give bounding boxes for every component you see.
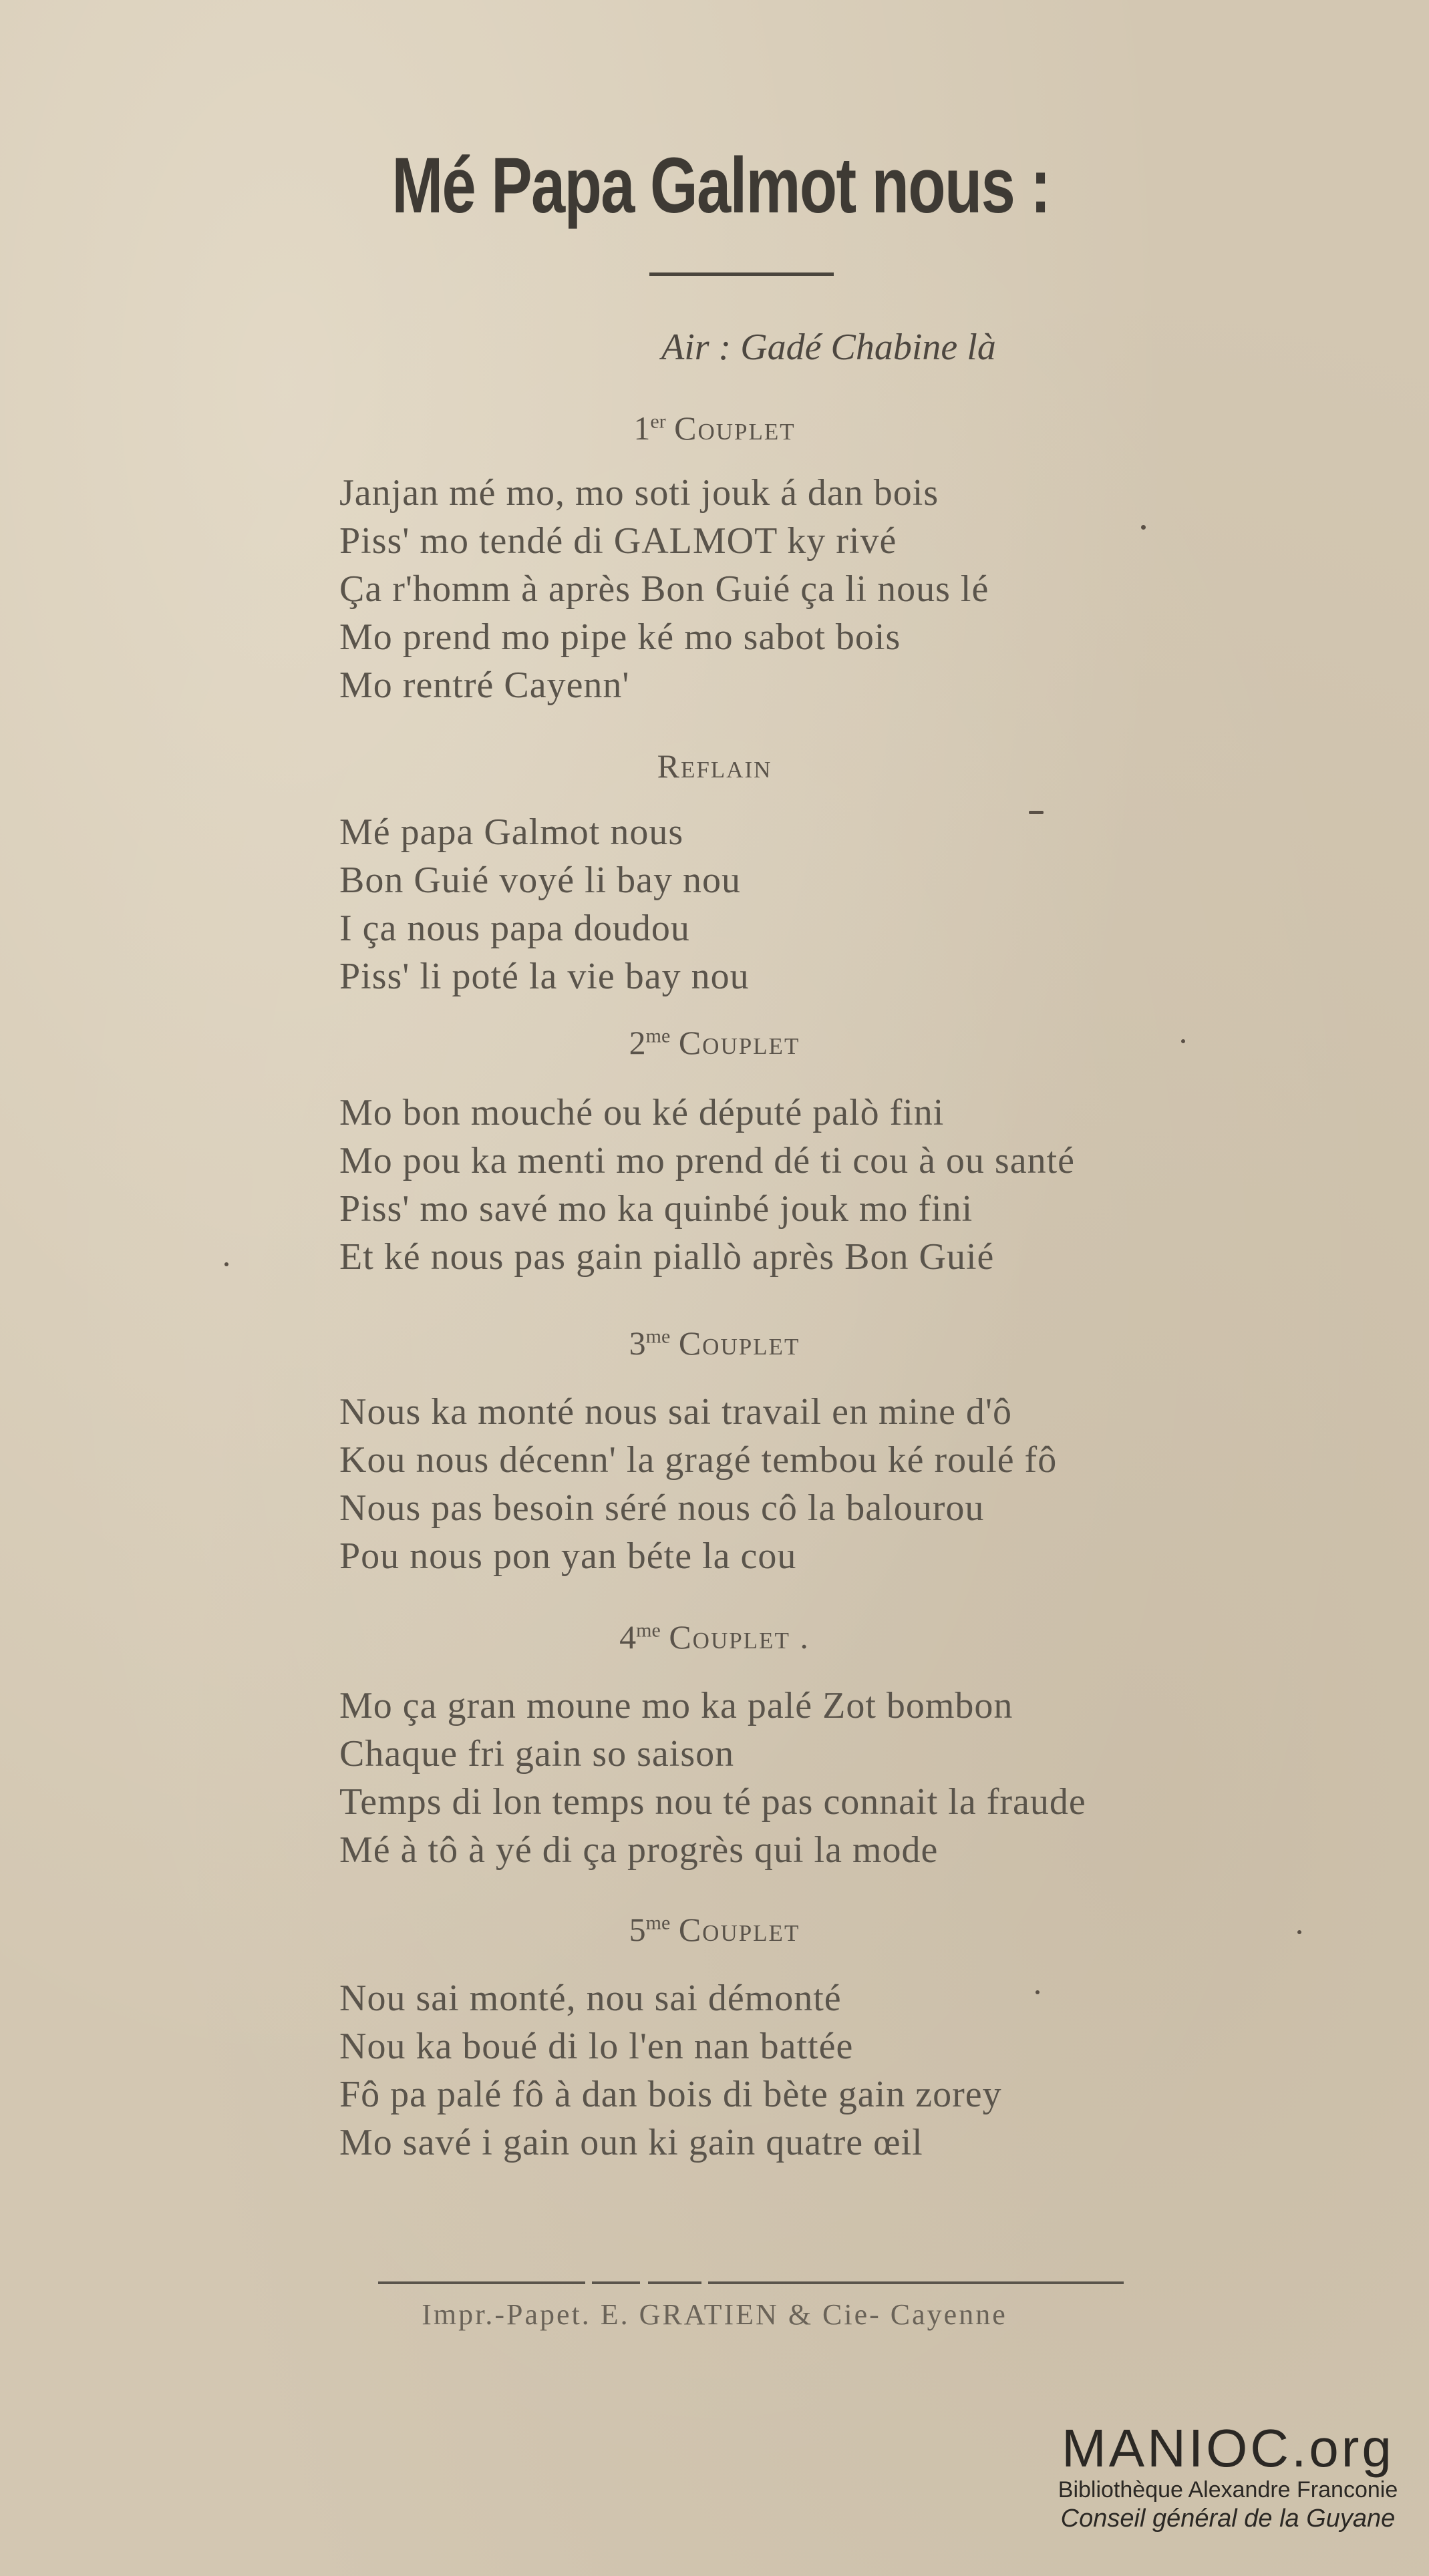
- verse-line: Nou ka boué di lo l'en nan battée: [339, 2026, 854, 2067]
- verse-line: Nous ka monté nous sai travail en mine d'ô: [339, 1391, 1013, 1433]
- verse-line: Kou nous décenn' la gragé tembou ké roulé fô: [339, 1439, 1058, 1481]
- verse-line: Mé papa Galmot nous: [339, 811, 684, 853]
- refrain-lines: [339, 808, 750, 1000]
- footer-rule-segment: [648, 2281, 701, 2284]
- heading-number: 2: [629, 1024, 646, 1061]
- paper-speck: [1141, 525, 1146, 530]
- heading-ordinal: me: [645, 1025, 671, 1047]
- title-divider: [649, 272, 834, 276]
- verse-line: Piss' mo tendé di GALMOT ky rivé: [339, 520, 897, 562]
- heading-label: Couplet: [678, 1911, 800, 1948]
- footer-rule-segment: [378, 2281, 585, 2284]
- printer-imprint: Impr.-Papet. E. GRATIEN & Cie- Cayenne: [422, 2298, 1007, 2331]
- heading-ordinal: me: [636, 1619, 661, 1642]
- paper-speck: [1036, 1990, 1040, 1994]
- page-title: Mé Papa Galmot nous :: [391, 142, 1050, 230]
- paper-speck: [1181, 1039, 1185, 1043]
- verse-line: Mo ça gran moune mo ka palé Zot bombon: [339, 1685, 1013, 1726]
- paper-speck: [1297, 1930, 1301, 1934]
- verse-line: Mo pou ka menti mo prend dé ti cou à ou santé: [339, 1140, 1075, 1181]
- verse-line: Et ké nous pas gain piallò après Bon Guié: [339, 1236, 995, 1278]
- heading-label: Couplet .: [669, 1618, 810, 1656]
- couplet-3-lines: [339, 1388, 1057, 1580]
- heading-number: 5: [629, 1911, 646, 1948]
- council-name: Conseil général de la Guyane: [1060, 2505, 1396, 2533]
- couplet-2-heading: [0, 1023, 1429, 1062]
- heading-label: Couplet: [678, 1324, 800, 1362]
- heading-label: Couplet: [678, 1024, 800, 1061]
- heading-ordinal: me: [645, 1325, 671, 1348]
- verse-line: I ça nous papa doudou: [339, 908, 690, 949]
- archive-watermark: [1054, 2420, 1402, 2534]
- verse-line: Mo rentré Cayenn': [339, 665, 630, 706]
- refrain-heading: [0, 747, 1429, 785]
- heading-ordinal: er: [650, 410, 666, 433]
- verse-line: Pou nous pon yan béte la cou: [339, 1535, 797, 1577]
- couplet-5-heading: [0, 1910, 1429, 1949]
- verse-line: Chaque fri gain so saison: [339, 1733, 735, 1775]
- heading-label: Couplet: [674, 409, 796, 447]
- couplet-2-lines: [339, 1089, 1075, 1281]
- tune-indication: Air : Gadé Chabine là: [661, 327, 996, 368]
- couplet-1-lines: [339, 469, 989, 709]
- couplet-4-lines: [339, 1682, 1086, 1874]
- verse-line: Mo bon mouché ou ké député palò fini: [339, 1092, 945, 1133]
- heading-number: 4: [619, 1618, 637, 1656]
- paper-speck: [1029, 811, 1044, 814]
- verse-line: Piss' mo savé mo ka quinbé jouk mo fini: [339, 1188, 973, 1230]
- verse-line: Mé à tô à yé di ça progrès qui la mode: [339, 1829, 939, 1871]
- footer-rule-segment: [708, 2281, 1124, 2284]
- verse-line: Temps di lon temps nou té pas connait la fraude: [339, 1781, 1086, 1823]
- verse-line: Nou sai monté, nou sai démonté: [339, 1978, 842, 2019]
- couplet-3-heading: [0, 1324, 1429, 1362]
- verse-line: Ça r'homm à après Bon Guié ça li nous lé: [339, 568, 989, 610]
- verse-line: Mo savé i gain oun ki gain quatre œil: [339, 2122, 923, 2163]
- heading-ordinal: me: [645, 1911, 671, 1934]
- heading-number: 3: [629, 1324, 646, 1362]
- footer-rule-segment: [592, 2281, 640, 2284]
- couplet-1-heading: [0, 409, 1429, 447]
- verse-line: Mo prend mo pipe ké mo sabot bois: [339, 616, 901, 658]
- verse-line: Piss' li poté la vie bay nou: [339, 956, 750, 997]
- manioc-logo: MANIOC.org: [1062, 2418, 1394, 2478]
- verse-line: Bon Guié voyé li bay nou: [339, 860, 742, 901]
- couplet-5-lines: [339, 1974, 1002, 2167]
- couplet-4-heading: [0, 1618, 1429, 1656]
- verse-line: Fô pa palé fô à dan bois di bète gain zorey: [339, 2074, 1002, 2115]
- paper-speck: [224, 1262, 228, 1266]
- verse-line: Nous pas besoin séré nous cô la balourou: [339, 1487, 985, 1529]
- heading-label: Reflain: [657, 747, 772, 785]
- heading-number: 1: [633, 409, 651, 447]
- library-name: Bibliothèque Alexandre Franconie: [1058, 2477, 1398, 2503]
- verse-line: Janjan mé mo, mo soti jouk á dan bois: [339, 472, 939, 514]
